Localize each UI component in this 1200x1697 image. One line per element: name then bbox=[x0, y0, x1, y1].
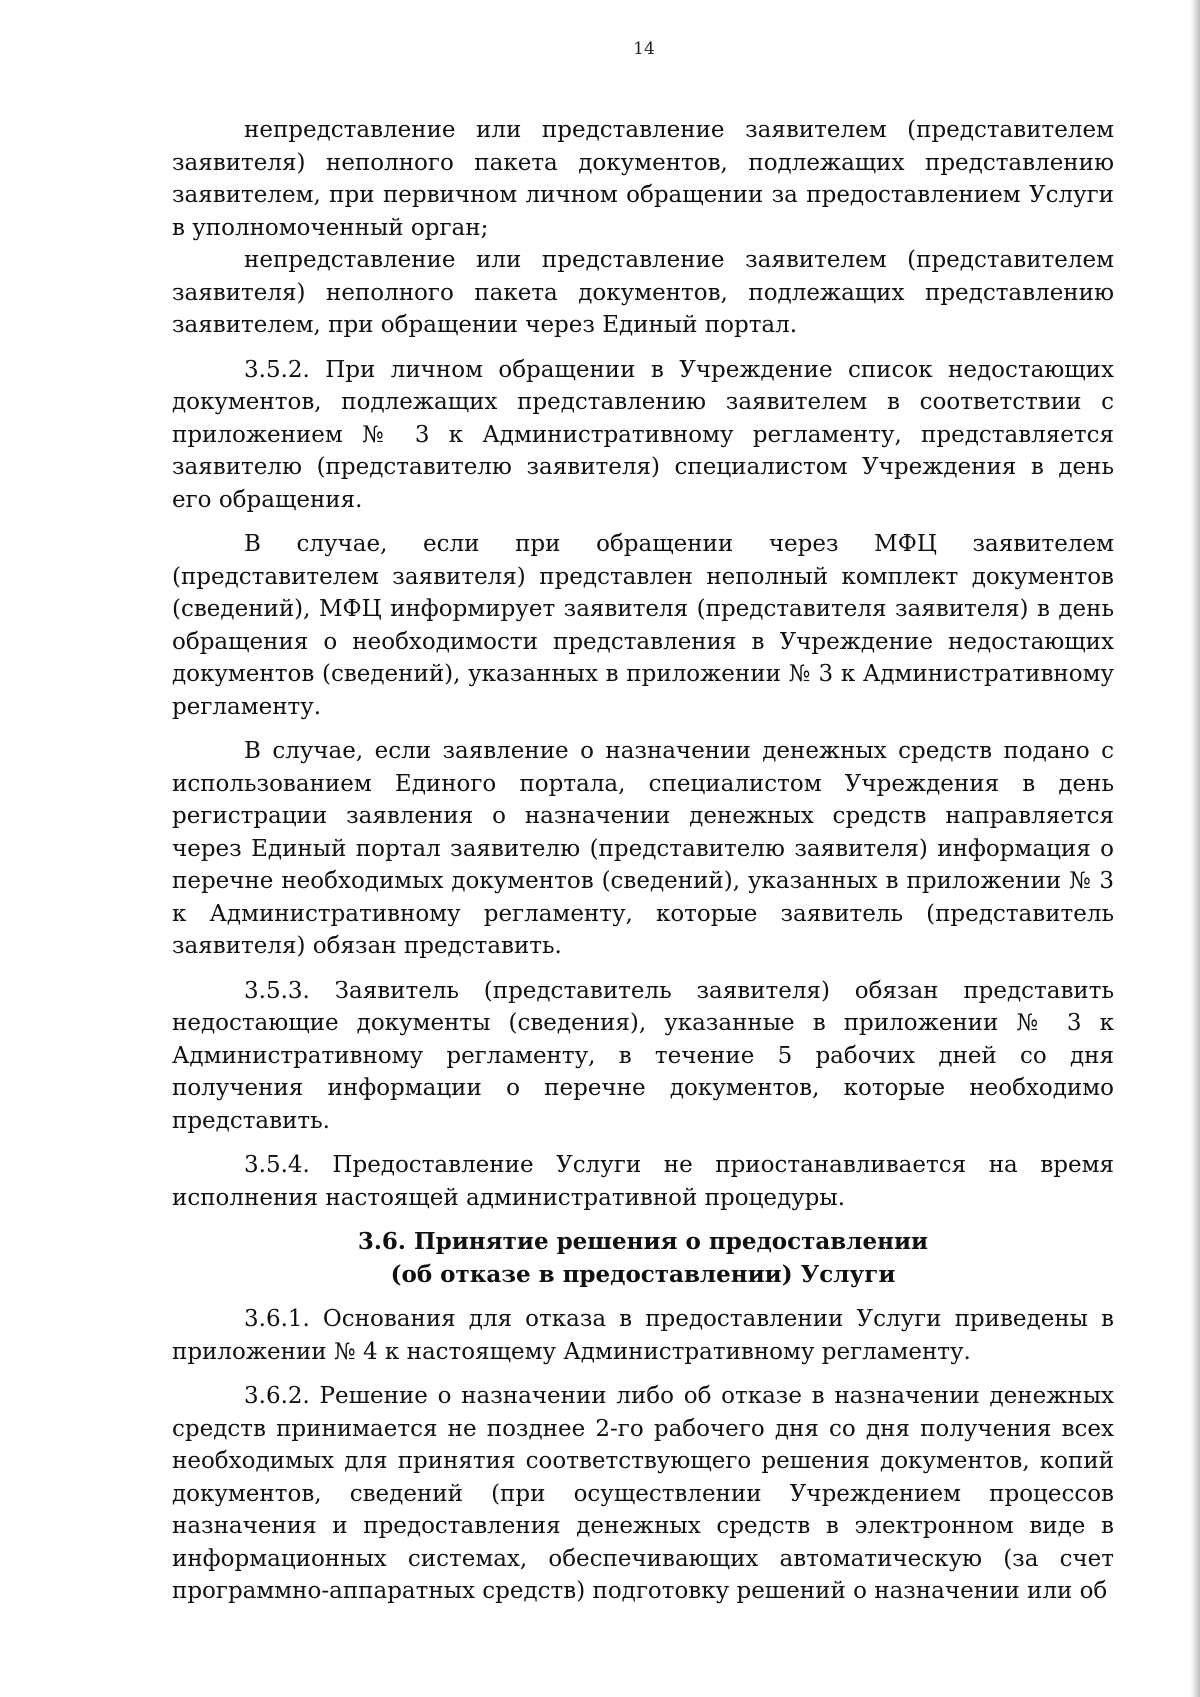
paragraph-3-6-2: 3.6.2. Решение о назначении либо об отказе в назначении денежных средств принимается не позднее 2-го рабочего дня со дня получения всех необходимых для принятия соответствующего решения документов, копий документов, сведений (при осуществлении Учреждением процессов назначения и предоставления денежных средств в электронном виде в информационных системах, обеспечивающих автоматическую (за счет программно-аппаратных средств) подготовку решений о назначении или об bbox=[172, 1383, 1114, 1604]
section-heading-line-2: (об отказе в предоставлении) Услуги bbox=[390, 1260, 896, 1288]
section-heading-line-1: 3.6. Принятие решения о предоставлении bbox=[357, 1228, 929, 1255]
paragraph-3-5-2: 3.5.2. При личном обращении в Учреждение список недостающих документов, подлежащих представлению заявителем в соответствии с приложением № 3 к Административному регламенту, представляется заявителю (представителю заявителя) специалистом Учреждения в день его обращения. bbox=[172, 356, 1114, 513]
paragraph-3-6-1: 3.6.1. Основания для отказа в предоставлении Услуги приведены в приложении № 4 к настоящему Административному регламенту. bbox=[172, 1306, 1114, 1365]
paragraph-portal-application: В случае, если заявление о назначении денежных средств подано с использованием Единого портала, специалистом Учреждения в день регистрации заявления о назначении денежных средств направляется через Единый портал заявителю (представителю заявителя) информация о перечне необходимых документов (сведений), указанных в приложении № 3 к Административному регламенту, которые заявитель (представитель заявителя) обязан представить. bbox=[172, 738, 1114, 959]
paragraph-incomplete-package-portal: непредставление или представление заявителем (представителем заявителя) неполного пакета документов, подлежащих представлению заявителем, при обращении через Единый портал. bbox=[172, 247, 1114, 338]
section-heading-3-6 bbox=[172, 1226, 1114, 1291]
paragraph-incomplete-package-in-person: непредставление или представление заявителем (представителем заявителя) неполного пакета документов, подлежащих представлению заявителем, при первичном личном обращении за предоставлением Услуги в уполномоченный орган; bbox=[172, 117, 1114, 241]
paragraph-3-5-3: 3.5.3. Заявитель (представитель заявителя) обязан представить недостающие документы (сведения), указанные в приложении № 3 к Административному регламенту, в течение 5 рабочих дней со дня получения информации о перечне документов, которые необходимо представить. bbox=[172, 977, 1114, 1134]
document-body bbox=[172, 114, 1114, 1608]
paragraph-3-5-4: 3.5.4. Предоставление Услуги не приостанавливается на время исполнения настоящей административной процедуры. bbox=[172, 1152, 1114, 1211]
page-edge-shadow bbox=[1190, 0, 1200, 1697]
page-number: 14 bbox=[633, 39, 655, 59]
paragraph-mfc-incomplete: В случае, если при обращении через МФЦ заявителем (представителем заявителя) представлен неполный комплект документов (сведений), МФЦ информирует заявителя (представителя заявителя) в день обращения о необходимости представления в Учреждение недостающих документов (сведений), указанных в приложении № 3 к Административному регламенту. bbox=[172, 531, 1114, 720]
